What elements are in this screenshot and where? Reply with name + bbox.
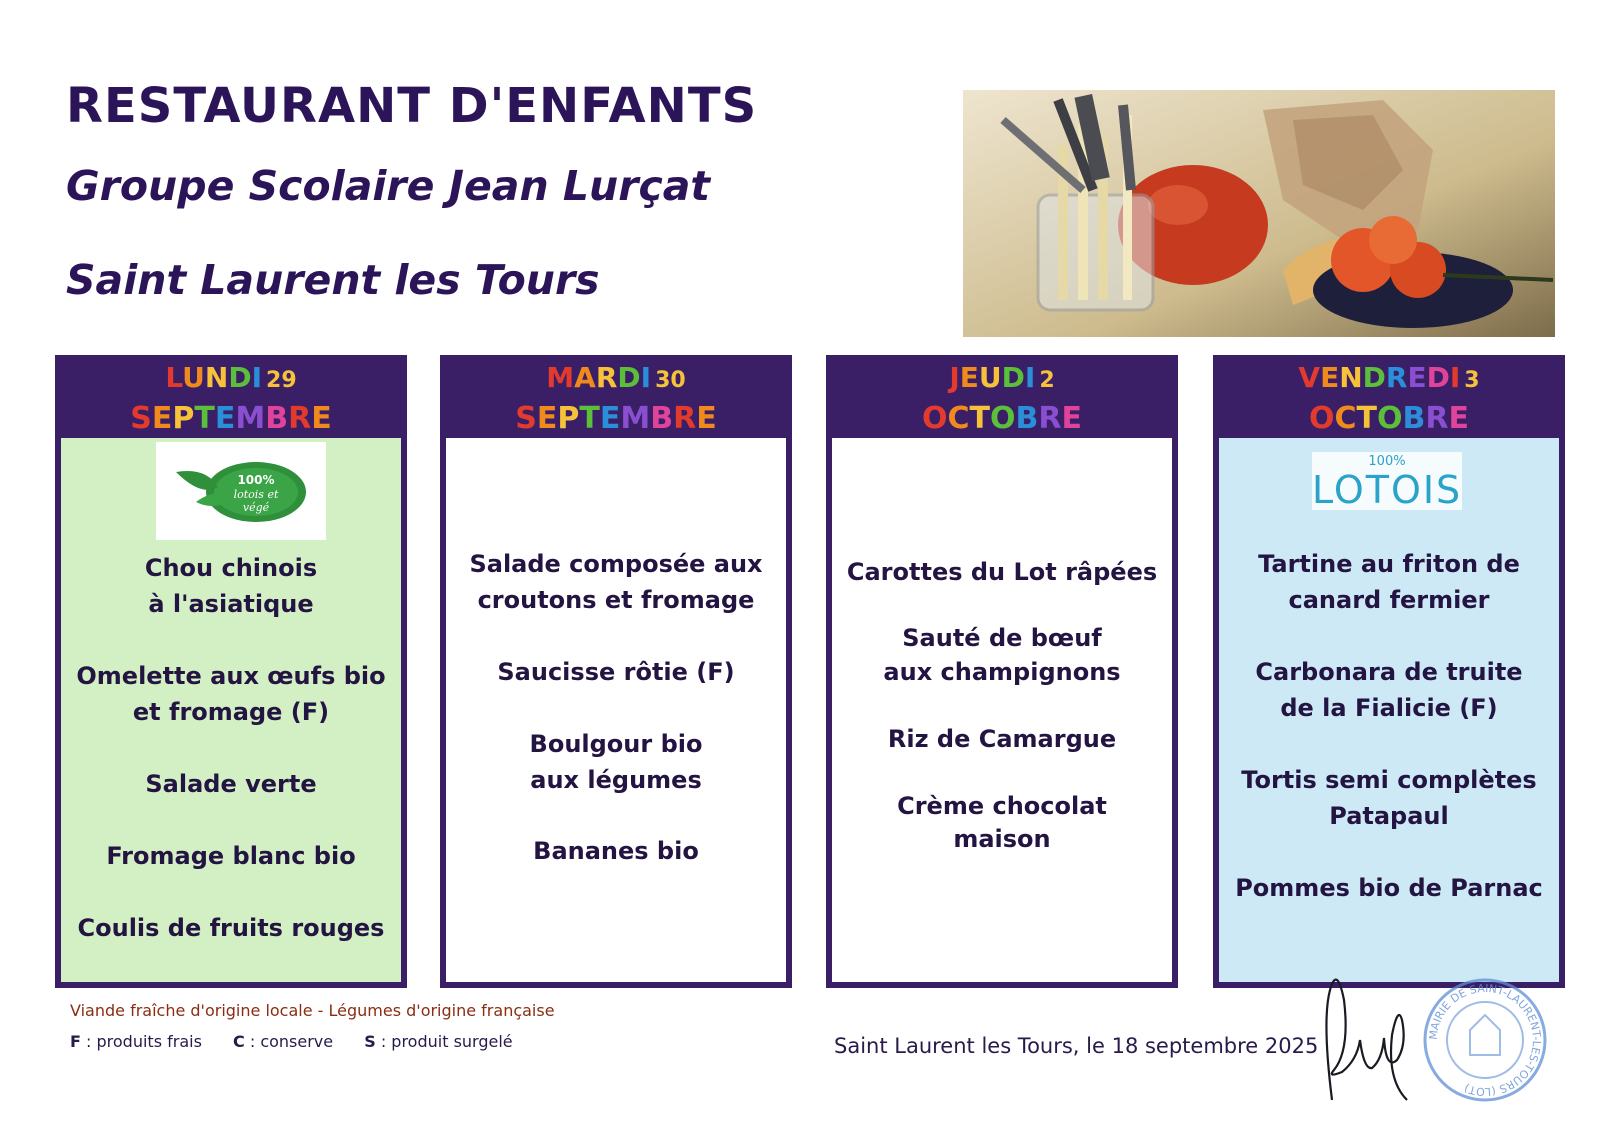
- day-name: MARDI 30: [546, 361, 686, 394]
- day-header: [55, 355, 407, 438]
- header-letter: P: [557, 401, 580, 436]
- header-letter: A: [574, 361, 596, 394]
- svg-text:MAIRIE DE SAINT-LAURENT-LES-TO: MAIRIE DE SAINT-LAURENT-LES-TOURS (LOT): [1426, 981, 1544, 1099]
- handwritten-signature: [1312, 960, 1422, 1110]
- header-letter: R: [1385, 361, 1408, 394]
- month-name: [440, 400, 792, 438]
- header-letter: S: [515, 401, 537, 436]
- header-letter: O: [1377, 401, 1403, 436]
- menu-item: Omelette aux œufs bio: [76, 662, 386, 690]
- header-letter: E: [151, 401, 173, 436]
- header-letter: O: [1308, 401, 1335, 436]
- menu-body: [1219, 438, 1559, 982]
- town-name: Saint Laurent les Tours: [66, 256, 600, 304]
- month-name: [55, 400, 407, 438]
- svg-text:lotois et: lotois et: [233, 488, 279, 501]
- day-card-monday: [55, 355, 407, 988]
- header-letter: T: [194, 401, 215, 436]
- menu-item: Carbonara de truite: [1255, 658, 1523, 686]
- menu-item: Boulgour bio: [529, 730, 703, 758]
- menu-item: Salade composée aux: [469, 550, 763, 578]
- menu-item: à l'asiatique: [148, 590, 314, 618]
- header-letter: T: [969, 401, 990, 436]
- header-letter: I: [1024, 361, 1036, 394]
- menu-body: [61, 438, 401, 982]
- legend-fresh: F : produits frais: [70, 1032, 202, 1051]
- menu-item: et fromage (F): [132, 698, 330, 726]
- month-name: [1213, 400, 1565, 438]
- header-letter: E: [1448, 401, 1469, 436]
- menu-body: [446, 438, 786, 982]
- month-name: [826, 400, 1178, 438]
- menu-item: aux champignons: [883, 658, 1121, 686]
- header-letter: N: [204, 361, 229, 394]
- header-letter: I: [251, 361, 263, 394]
- header-letter: R: [1425, 401, 1449, 436]
- menu-item: Sauté de bœuf: [902, 624, 1102, 652]
- day-name: LUNDI 29: [165, 361, 297, 394]
- day-name: JEUDI 2: [949, 361, 1055, 394]
- day-card-thursday: [826, 355, 1178, 988]
- header-letter: E: [599, 401, 621, 436]
- header-letter: V: [1298, 361, 1321, 394]
- header-letter: T: [579, 401, 600, 436]
- header-letter: M: [546, 361, 575, 394]
- menu-item: Riz de Camargue: [887, 725, 1117, 753]
- header-letter: C: [1334, 401, 1357, 436]
- menu-item: Fromage blanc bio: [106, 842, 356, 870]
- header-letter: I: [1449, 361, 1461, 394]
- header-letter: D: [1426, 361, 1450, 394]
- header-letter: E: [536, 401, 558, 436]
- menu-item: aux légumes: [530, 766, 702, 794]
- page-title: RESTAURANT D'ENFANTS: [66, 78, 758, 134]
- day-card-tuesday: [440, 355, 792, 988]
- menu-item: Pommes bio de Parnac: [1235, 874, 1543, 902]
- lotois-vege-logo: [156, 442, 326, 540]
- header-letter: P: [172, 401, 195, 436]
- header-letter: R: [1038, 401, 1062, 436]
- menu-item: de la Fialicie (F): [1280, 694, 1498, 722]
- lotois-logo: 100% LOTOIS: [1312, 454, 1463, 512]
- menu-item: Coulis de fruits rouges: [77, 914, 385, 942]
- header-letter: E: [1407, 361, 1427, 394]
- place-and-date: Saint Laurent les Tours, le 18 septembre 2025: [834, 1034, 1319, 1058]
- svg-text:100%: 100%: [237, 473, 275, 487]
- header-letter: U: [182, 361, 205, 394]
- food-still-life-photo: [963, 90, 1555, 337]
- header-letter: E: [959, 361, 979, 394]
- header-letter: M: [620, 401, 651, 436]
- header-letter: O: [921, 401, 948, 436]
- header-letter: R: [595, 361, 618, 394]
- day-card-friday: [1213, 355, 1565, 988]
- menu-item: maison: [953, 825, 1051, 853]
- menu-item: Saucisse rôtie (F): [497, 658, 735, 686]
- header-letter: B: [265, 401, 289, 436]
- day-header: [1213, 355, 1565, 438]
- header-letter: L: [165, 361, 183, 394]
- menu-item: Salade verte: [145, 770, 317, 798]
- menu-item: canard fermier: [1288, 586, 1490, 614]
- header-letter: I: [640, 361, 652, 394]
- product-legend: [70, 1032, 539, 1051]
- day-header: [826, 355, 1178, 438]
- menu-item: Tartine au friton de: [1258, 550, 1520, 578]
- legend-frozen: S : produit surgelé: [364, 1032, 513, 1051]
- menu-item: Bananes bio: [533, 837, 699, 865]
- header-letter: B: [650, 401, 674, 436]
- header-letter: S: [130, 401, 152, 436]
- header-letter: D: [1362, 361, 1386, 394]
- header-letter: E: [1320, 361, 1340, 394]
- header-letter: R: [673, 401, 697, 436]
- header-letter: O: [990, 401, 1016, 436]
- header-letter: C: [947, 401, 970, 436]
- day-name: VENDREDI 3: [1298, 361, 1480, 394]
- header-letter: J: [949, 361, 960, 394]
- header-letter: E: [1061, 401, 1082, 436]
- menu-item: Crème chocolat: [897, 792, 1107, 820]
- header-letter: D: [1001, 361, 1025, 394]
- header-letter: B: [1402, 401, 1426, 436]
- menu-item: Carottes du Lot râpées: [846, 558, 1158, 586]
- header-letter: E: [696, 401, 717, 436]
- menu-item: Tortis semi complètes: [1241, 766, 1537, 794]
- day-header: [440, 355, 792, 438]
- header-letter: R: [288, 401, 312, 436]
- header-letter: E: [311, 401, 332, 436]
- header-letter: D: [617, 361, 641, 394]
- menu-item: croutons et fromage: [477, 586, 755, 614]
- town-hall-stamp: [1420, 975, 1550, 1105]
- header-letter: N: [1339, 361, 1363, 394]
- header-letter: D: [228, 361, 252, 394]
- header-letter: U: [978, 361, 1002, 394]
- svg-text:végé: végé: [242, 501, 270, 514]
- header-letter: M: [235, 401, 266, 436]
- header-letter: B: [1015, 401, 1039, 436]
- school-name: Groupe Scolaire Jean Lurçat: [66, 162, 711, 210]
- menu-item: Patapaul: [1329, 802, 1449, 830]
- menu-body: [832, 438, 1172, 982]
- origin-note: Viande fraîche d'origine locale - Légumes d'origine française: [70, 1001, 555, 1020]
- menu-item: Chou chinois: [144, 554, 318, 582]
- header-letter: E: [214, 401, 236, 436]
- legend-canned: C : conserve: [233, 1032, 334, 1051]
- header-letter: T: [1356, 401, 1377, 436]
